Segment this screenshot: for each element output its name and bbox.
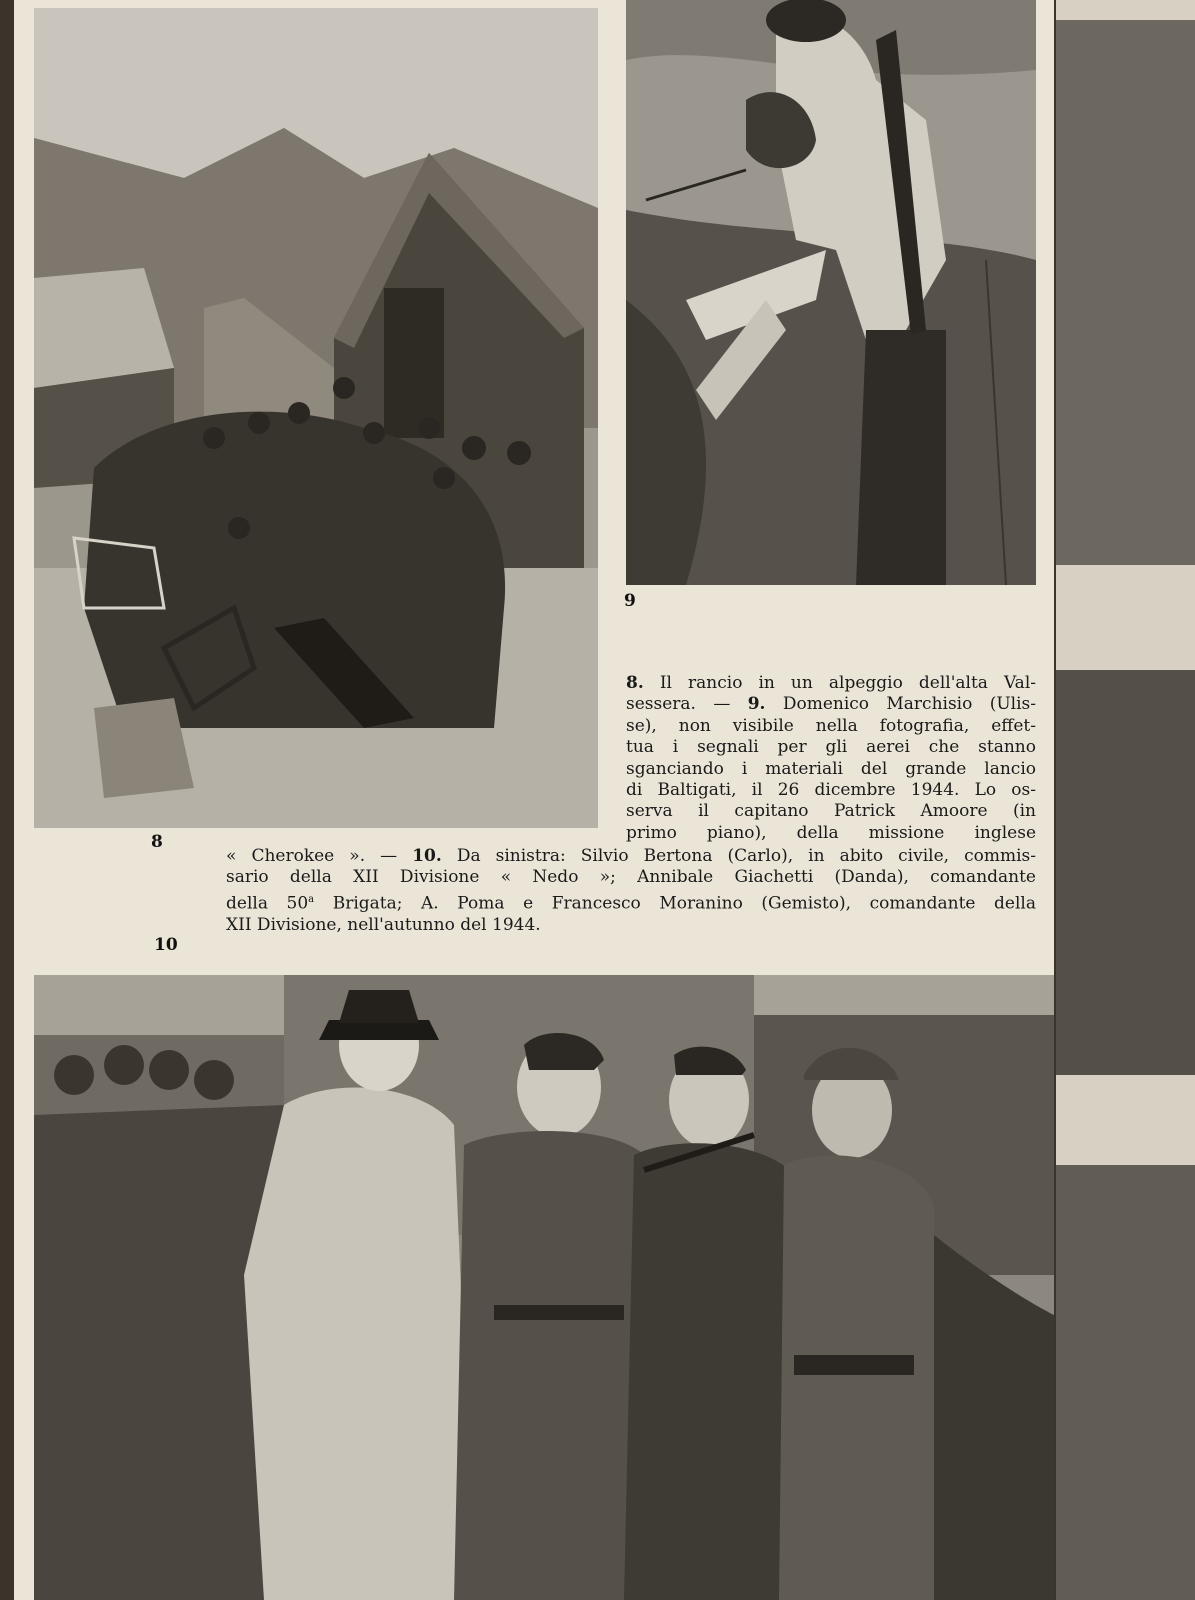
caption-line: XII Divisione, nell'autunno del 1944. — [226, 914, 541, 935]
caption-text: Brigata; A. Poma e Francesco Moranino (Gemisto), comandante della — [314, 893, 1036, 914]
caption-text: « Cherokee ». — — [226, 846, 398, 866]
caption-superscript: a — [308, 893, 315, 905]
caption-text: Il rancio in un alpeggio dell'alta Val- — [659, 673, 1036, 693]
caption-line: sganciando i materiali del grande lancio — [626, 758, 1036, 779]
caption-line: sario della XII Divisione « Nedo »; Annibale Giachetti (Danda), comandante — [226, 867, 1036, 888]
caption-text: Da sinistra: Silvio Bertona (Carlo), in abito civile, commis- — [456, 846, 1037, 866]
caption-block-right — [626, 673, 1036, 844]
caption-ref-10: 10. — [412, 846, 442, 866]
photo-8 — [34, 8, 598, 828]
photo-9-image — [626, 0, 1036, 585]
caption-text: della 50 — [226, 893, 309, 914]
caption-text: Domenico Marchisio (Ulis- — [782, 694, 1037, 715]
caption-text: sessera. — — [626, 694, 731, 715]
caption-line — [226, 846, 1036, 867]
photo-8-image — [34, 8, 598, 828]
caption-line: se), non visibile nella fotografia, effet- — [626, 715, 1036, 736]
photo-10-image — [34, 975, 1054, 1600]
figure-number-10: 10 — [154, 935, 178, 955]
caption-line: tua i segnali per gli aerei che stanno — [626, 737, 1036, 758]
caption-line: primo piano), della missione inglese — [626, 822, 1036, 843]
caption-ref-8: 8. — [626, 673, 644, 693]
figure-number-8: 8 — [151, 832, 163, 852]
photo-9 — [626, 0, 1036, 585]
caption-line: serva il capitano Patrick Amoore (in — [626, 801, 1036, 822]
caption-line — [626, 694, 1036, 715]
figure-number-9: 9 — [624, 591, 636, 611]
caption-line: di Baltigati, il 26 dicembre 1944. Lo os- — [626, 780, 1036, 801]
adjacent-photo — [1056, 670, 1195, 1075]
caption-block-full — [226, 846, 1036, 936]
photo-10 — [34, 975, 1054, 1600]
caption-ref-9: 9. — [747, 694, 766, 715]
adjacent-photo — [1056, 1165, 1195, 1600]
caption-line — [226, 889, 1036, 915]
caption-line — [626, 673, 1036, 694]
adjacent-page-edge — [1056, 0, 1195, 1600]
book-page — [14, 0, 1054, 1600]
adjacent-photo — [1056, 20, 1195, 565]
